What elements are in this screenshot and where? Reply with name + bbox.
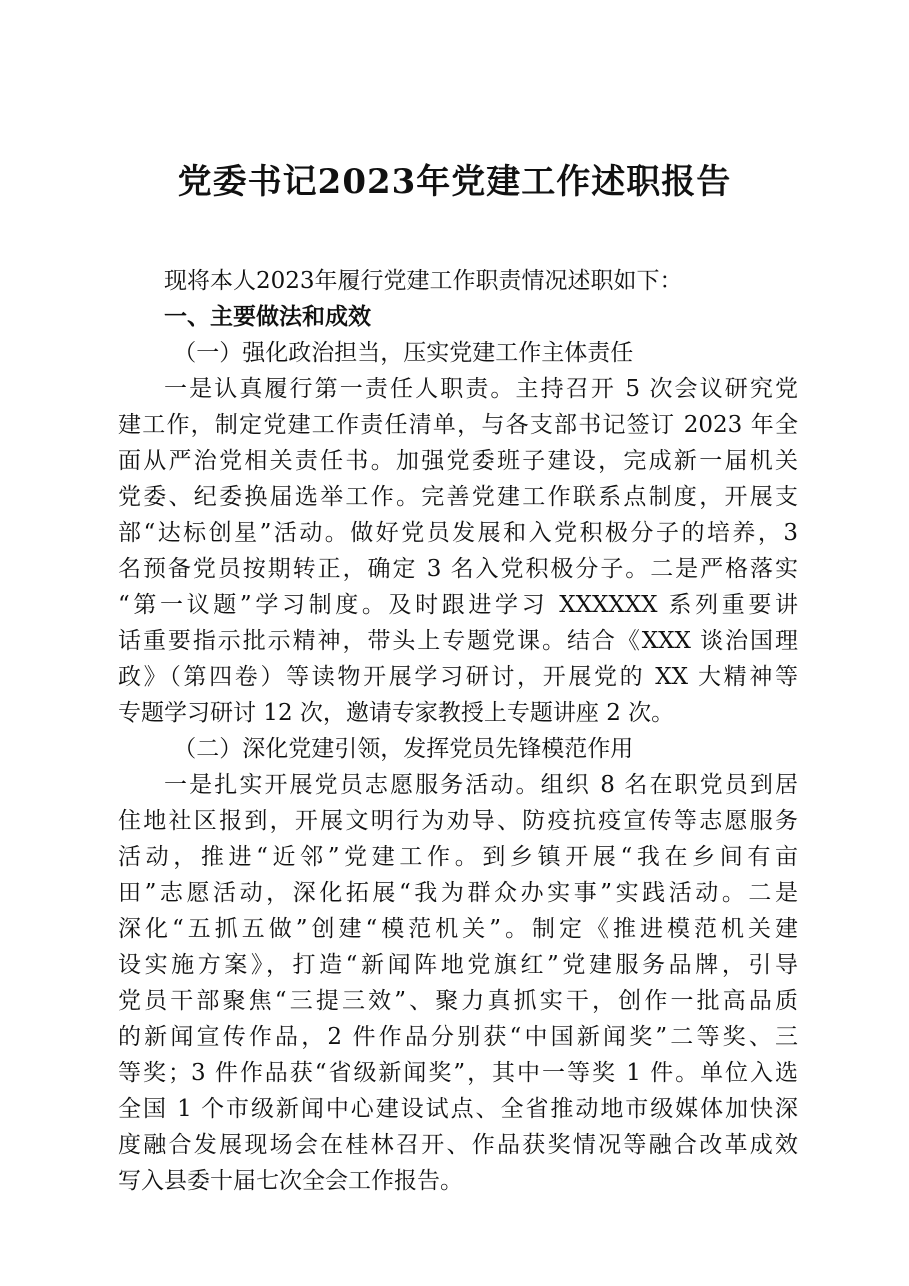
text-line: 住地社区报到，开展文明行为劝导、防疫抗疫宣传等志愿服务 [118,808,798,834]
text-line: 深化“五抓五做”创建“模范机关”。制定《推进模范机关建 [118,916,798,942]
text-line: 专题学习研讨 12 次，邀请专家教授上专题讲座 2 次。 [118,700,675,726]
document-body [118,263,798,1199]
text-line: 田”志愿活动，深化拓展“我为群众办实事”实践活动。二是 [118,880,798,906]
document-title: 党委书记2023年党建工作述职报告 [177,162,732,202]
subsection-heading-2: （二）深化党建引领，发挥党员先锋模范作用 [173,736,634,762]
text-line: 党委、纪委换届选举工作。完善党建工作联系点制度，开展支 [118,484,798,510]
text-line: 话重要指示批示精神，带头上专题党课。结合《XXX 谈治国理 [118,628,798,654]
text-line: 活动，推进“近邻”党建工作。到乡镇开展“我在乡间有亩 [118,844,798,870]
section-heading: 一、主要做法和成效 [164,304,371,330]
text-line: 写入县委十届七次全会工作报告。 [118,1168,463,1194]
text-line: 等奖；3 件作品获“省级新闻奖”，其中一等奖 1 件。单位入选 [118,1060,798,1086]
text-line: 部“达标创星”活动。做好党员发展和入党积极分子的培养，3 [118,520,798,546]
text-line: “第一议题”学习制度。及时跟进学习 XXXXXX 系列重要讲 [118,592,798,618]
text-line: 党员干部聚焦“三提三效”、聚力真抓实干，创作一批高品质 [118,988,798,1014]
paragraph-1 [118,371,798,731]
text-line: 全国 1 个市级新闻中心建设试点、全省推动地市级媒体加快深 [118,1096,798,1122]
text-line: 面从严治党相关责任书。加强党委班子建设，完成新一届机关 [118,448,798,474]
text-line: 度融合发展现场会在桂林召开、作品获奖情况等融合改革成效 [118,1132,798,1158]
text-line: 建工作，制定党建工作责任清单，与各支部书记签订 2023 年全 [118,412,798,438]
subsection-heading-1: （一）强化政治担当，压实党建工作主体责任 [173,340,634,366]
text-line: 政》（第四卷）等读物开展学习研讨，开展党的 XX 大精神等 [118,664,798,690]
intro-paragraph: 现将本人2023年履行党建工作职责情况述职如下： [164,268,683,294]
text-line: 一是扎实开展党员志愿服务活动。组织 8 名在职党员到居 [164,772,798,798]
text-line: 设实施方案》，打造“新闻阵地党旗红”党建服务品牌，引导 [118,952,798,978]
text-line: 的新闻宣传作品，2 件作品分别获“中国新闻奖”二等奖、三 [118,1024,798,1050]
paragraph-2 [118,767,798,1199]
text-line: 一是认真履行第一责任人职责。主持召开 5 次会议研究党 [164,376,798,402]
text-line: 名预备党员按期转正，确定 3 名入党积极分子。二是严格落实 [118,556,798,582]
